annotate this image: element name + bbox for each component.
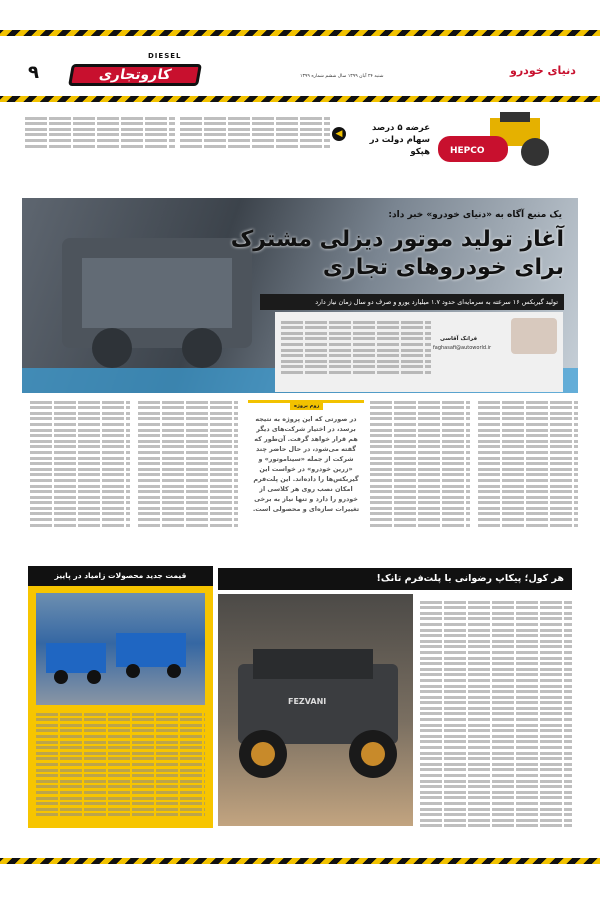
author-avatar [511, 318, 557, 354]
hercules-text [420, 598, 572, 830]
hazard-stripe [0, 30, 600, 36]
intro-text [281, 318, 431, 377]
pullquote-label: زوم پروژه [290, 402, 323, 410]
article-column [370, 398, 470, 529]
hazard-stripe-footer [0, 858, 600, 864]
strip-text-left [25, 114, 175, 150]
page-number: ۹ [28, 62, 39, 83]
hero-kicker: یک منبع آگاه به «دنیای خودرو» خبر داد: [388, 210, 562, 220]
section-latin: DIESEL [148, 52, 182, 60]
factory-image [36, 593, 205, 705]
author-name: فرانک آقاسی [440, 336, 478, 342]
roller-brand-text: HEPCO [450, 146, 485, 156]
hercules-section-title: هر کول؛ پیکاپ رضوانی با پلت‌فرم تانک! [218, 568, 572, 590]
intro-box [275, 312, 563, 392]
article-column [478, 398, 578, 529]
pullquote-text: در صورتی که این پروژه به نتیجه برسد، در اختیار شرکت‌های دیگر هم قرار خواهد گرفت. آن‌طور که گفته می‌شود، در حال حاضر چند شرکت از جمله «سیناموتور» و «زرین خودرو» در خواست این گیربکس‌ها را داده‌اند. این پلت‌فرم امکان نصب روی هر کلاسی از خودرو را دارد و تنها نیاز به برخی تغییرات سازه‌ای و محصولی است. [252, 415, 360, 513]
road-roller-image [430, 110, 570, 168]
strip-text-middle [180, 114, 330, 150]
zamyad-text [36, 710, 205, 819]
article-column [138, 398, 238, 529]
teaser-headline[interactable]: عرضه ۵ درصد سهام دولت در هپکو [369, 123, 430, 157]
dateline: شنبه ۲۴ آبان ۱۳۹۹ سال ششم شماره ۱۳۹۹ [300, 74, 384, 79]
author-email[interactable]: faghasafi@autoworld.ir [433, 345, 492, 351]
pickup-trucks-illustration [36, 593, 205, 705]
hero-headline: آغاز تولید موتور دیزلی مشترک برای خودروهای تجاری [230, 227, 564, 280]
arrow-left-icon[interactable]: ◀ [332, 127, 346, 141]
hazard-stripe [0, 96, 600, 102]
truck-brand-text: FEZVANI [288, 697, 327, 706]
article-column [30, 398, 130, 529]
zamyad-section-title: قیمت جدید محصولات زامیاد در پاییز [28, 566, 213, 586]
pickup-truck-image [218, 594, 413, 826]
publication-logo: دنیای خودرو [510, 64, 576, 77]
hero-subhead: تولید گیربکس ۱۶ سرعته به سرمایه‌ای حدود ۱.۷ میلیارد یورو و صرف دو سال زمان نیاز دارد [260, 294, 564, 310]
tank-pickup-illustration [218, 594, 413, 826]
section-badge: کاروتجاری [68, 64, 202, 86]
